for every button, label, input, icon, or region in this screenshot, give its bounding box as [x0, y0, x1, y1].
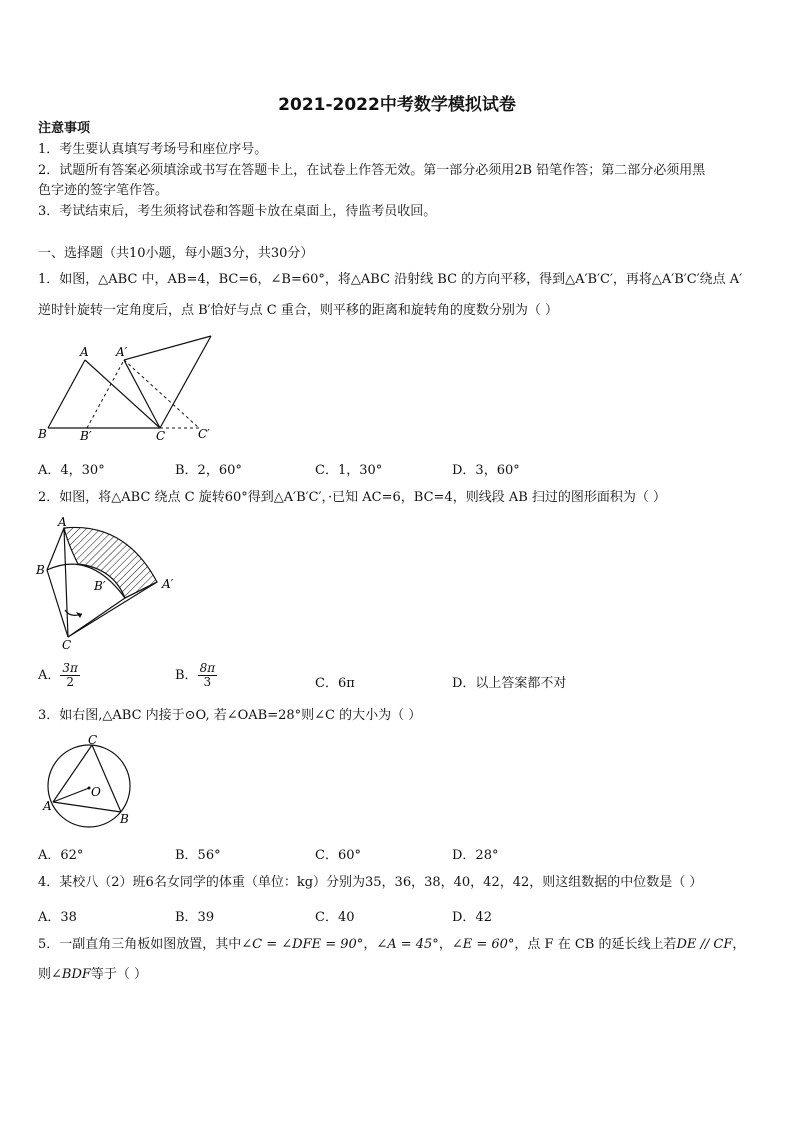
option-letter: B．: [175, 668, 198, 683]
notice-item: 色字迹的签字笔作答。: [38, 183, 169, 198]
separator: ，: [732, 937, 746, 952]
segment-ac: [85, 360, 160, 428]
label-b: B: [38, 427, 47, 441]
segment-ac: [64, 528, 68, 637]
segment-ca1: [68, 582, 157, 637]
segment-ab: [48, 360, 85, 428]
swept-region: [64, 527, 157, 598]
q1-text-line1: 1．如图，△ABC 中，AB=4，BC=6，∠B=60°，将△ABC 沿射线 BC 的方向平移，得到△A′B′C′，再将△A′B′C′绕点 A′: [38, 272, 743, 287]
q3-option-c[interactable]: C．60°: [315, 848, 361, 863]
q5-text-line1: [38, 936, 745, 954]
segment-cb1: [68, 598, 125, 637]
label-c: C: [156, 429, 166, 443]
label-a: A: [58, 515, 67, 529]
separator: ，: [438, 937, 452, 952]
q2-option-d[interactable]: D．以上答案都不对: [452, 676, 567, 691]
label-a-prime: A′: [116, 345, 128, 359]
q3-option-a[interactable]: A．62°: [38, 848, 84, 863]
q4-option-d[interactable]: D．42: [452, 910, 492, 925]
label-b-prime: B′: [94, 579, 106, 593]
notice-item: 2．试题所有答案必须填涂或书写在答题卡上，在试卷上作答无效。第一部分必须用2B 铅笔作答；第二部分必须用黑: [38, 163, 706, 178]
label-o: O: [91, 785, 101, 799]
q4-option-a[interactable]: A．38: [38, 910, 77, 925]
label-a: A: [43, 799, 52, 813]
notice-heading: 注意事项: [38, 121, 91, 136]
segment-ab: [53, 802, 121, 812]
segment-a1c1: [124, 360, 199, 428]
q2-option-b[interactable]: [175, 662, 217, 689]
math-expression: ∠A = 45°: [376, 937, 439, 952]
section-heading: 一、选择题（共10小题，每小题3分，共30分）: [38, 246, 314, 261]
q5-text: ，点 F 在 CB 的延长线上若: [514, 937, 677, 952]
math-expression: ∠E = 60°: [451, 937, 515, 952]
label-c-prime: C′: [198, 427, 210, 441]
q2-option-c[interactable]: C．6π: [315, 676, 355, 691]
label-c: C: [88, 733, 98, 747]
q2-text: 2．如图，将△ABC 绕点 C 旋转60°得到△A′B′C′，·已知 AC=6，BC=4，则线段 AB 扫过的图形面积为（ ）: [38, 490, 667, 505]
segment-b1a1: [87, 360, 124, 428]
numerator: 8π: [199, 661, 216, 675]
fraction: [198, 662, 218, 689]
label-c: C: [62, 638, 72, 652]
page-title: 2021-2022中考数学模拟试卷: [278, 95, 516, 115]
q5-text: 5．一副直角三角板如图放置，其中: [38, 937, 242, 952]
q1-option-b[interactable]: B．2，60°: [175, 463, 242, 478]
math-expression: ∠C = ∠DFE = 90°: [241, 937, 364, 952]
denominator: 2: [66, 675, 74, 689]
segment-ca: [53, 745, 92, 802]
q1-option-a[interactable]: A．4，30°: [38, 463, 105, 478]
segment-bc: [47, 570, 68, 637]
q1-figure: [34, 330, 234, 445]
segment-ab: [47, 528, 64, 570]
denominator: 3: [203, 675, 212, 689]
label-b-prime: B′: [80, 429, 92, 443]
math-expression: ∠BDF: [51, 967, 91, 982]
option-letter: A．: [38, 668, 61, 683]
q2-figure: [30, 514, 190, 654]
q5-text: 则: [38, 967, 52, 982]
notice-item: 1．考生要认真填写考场号和座位序号。: [38, 142, 268, 157]
fraction: [60, 662, 80, 689]
separator: ，: [363, 937, 377, 952]
segment-a1-top: [124, 336, 211, 360]
label-b: B: [36, 563, 45, 577]
q4-option-c[interactable]: C．40: [315, 910, 355, 925]
q4-option-b[interactable]: B．39: [175, 910, 215, 925]
q4-text: 4．某校八（2）班6名女同学的体重（单位：kg）分别为35，36，38，40，42，42，则这组数据的中位数是（ ）: [38, 875, 703, 890]
notice-item: 3．考试结束后，考生须将试卷和答题卡放在桌面上，待监考员收回。: [38, 204, 437, 219]
numerator: 3π: [62, 661, 78, 675]
q3-text: 3．如右图,△ABC 内接于⊙O, 若∠OAB=28°则∠C 的大小为（ ）: [38, 708, 422, 723]
segment-a1c: [124, 360, 160, 428]
label-a-prime: A′: [162, 577, 174, 591]
label-b: B: [120, 812, 129, 826]
q3-option-b[interactable]: B．56°: [175, 848, 221, 863]
math-expression: DE // CF: [676, 937, 733, 952]
segment-top-c: [160, 336, 211, 428]
q1-text-line2: 逆时针旋转一定角度后，点 B′恰好与点 C 重合，则平移的距离和旋转角的度数分别为（ ）: [38, 303, 558, 318]
circle-o: [48, 745, 130, 827]
q1-option-d[interactable]: D．3，60°: [452, 463, 520, 478]
q1-option-c[interactable]: C．1，30°: [315, 463, 383, 478]
q3-option-d[interactable]: D．28°: [452, 848, 499, 863]
q5-text: 等于（ ）: [90, 967, 148, 982]
q2-option-a[interactable]: [38, 662, 80, 689]
q5-text-line2: [38, 966, 147, 984]
q3-figure: [36, 732, 136, 832]
label-a: A: [80, 345, 89, 359]
